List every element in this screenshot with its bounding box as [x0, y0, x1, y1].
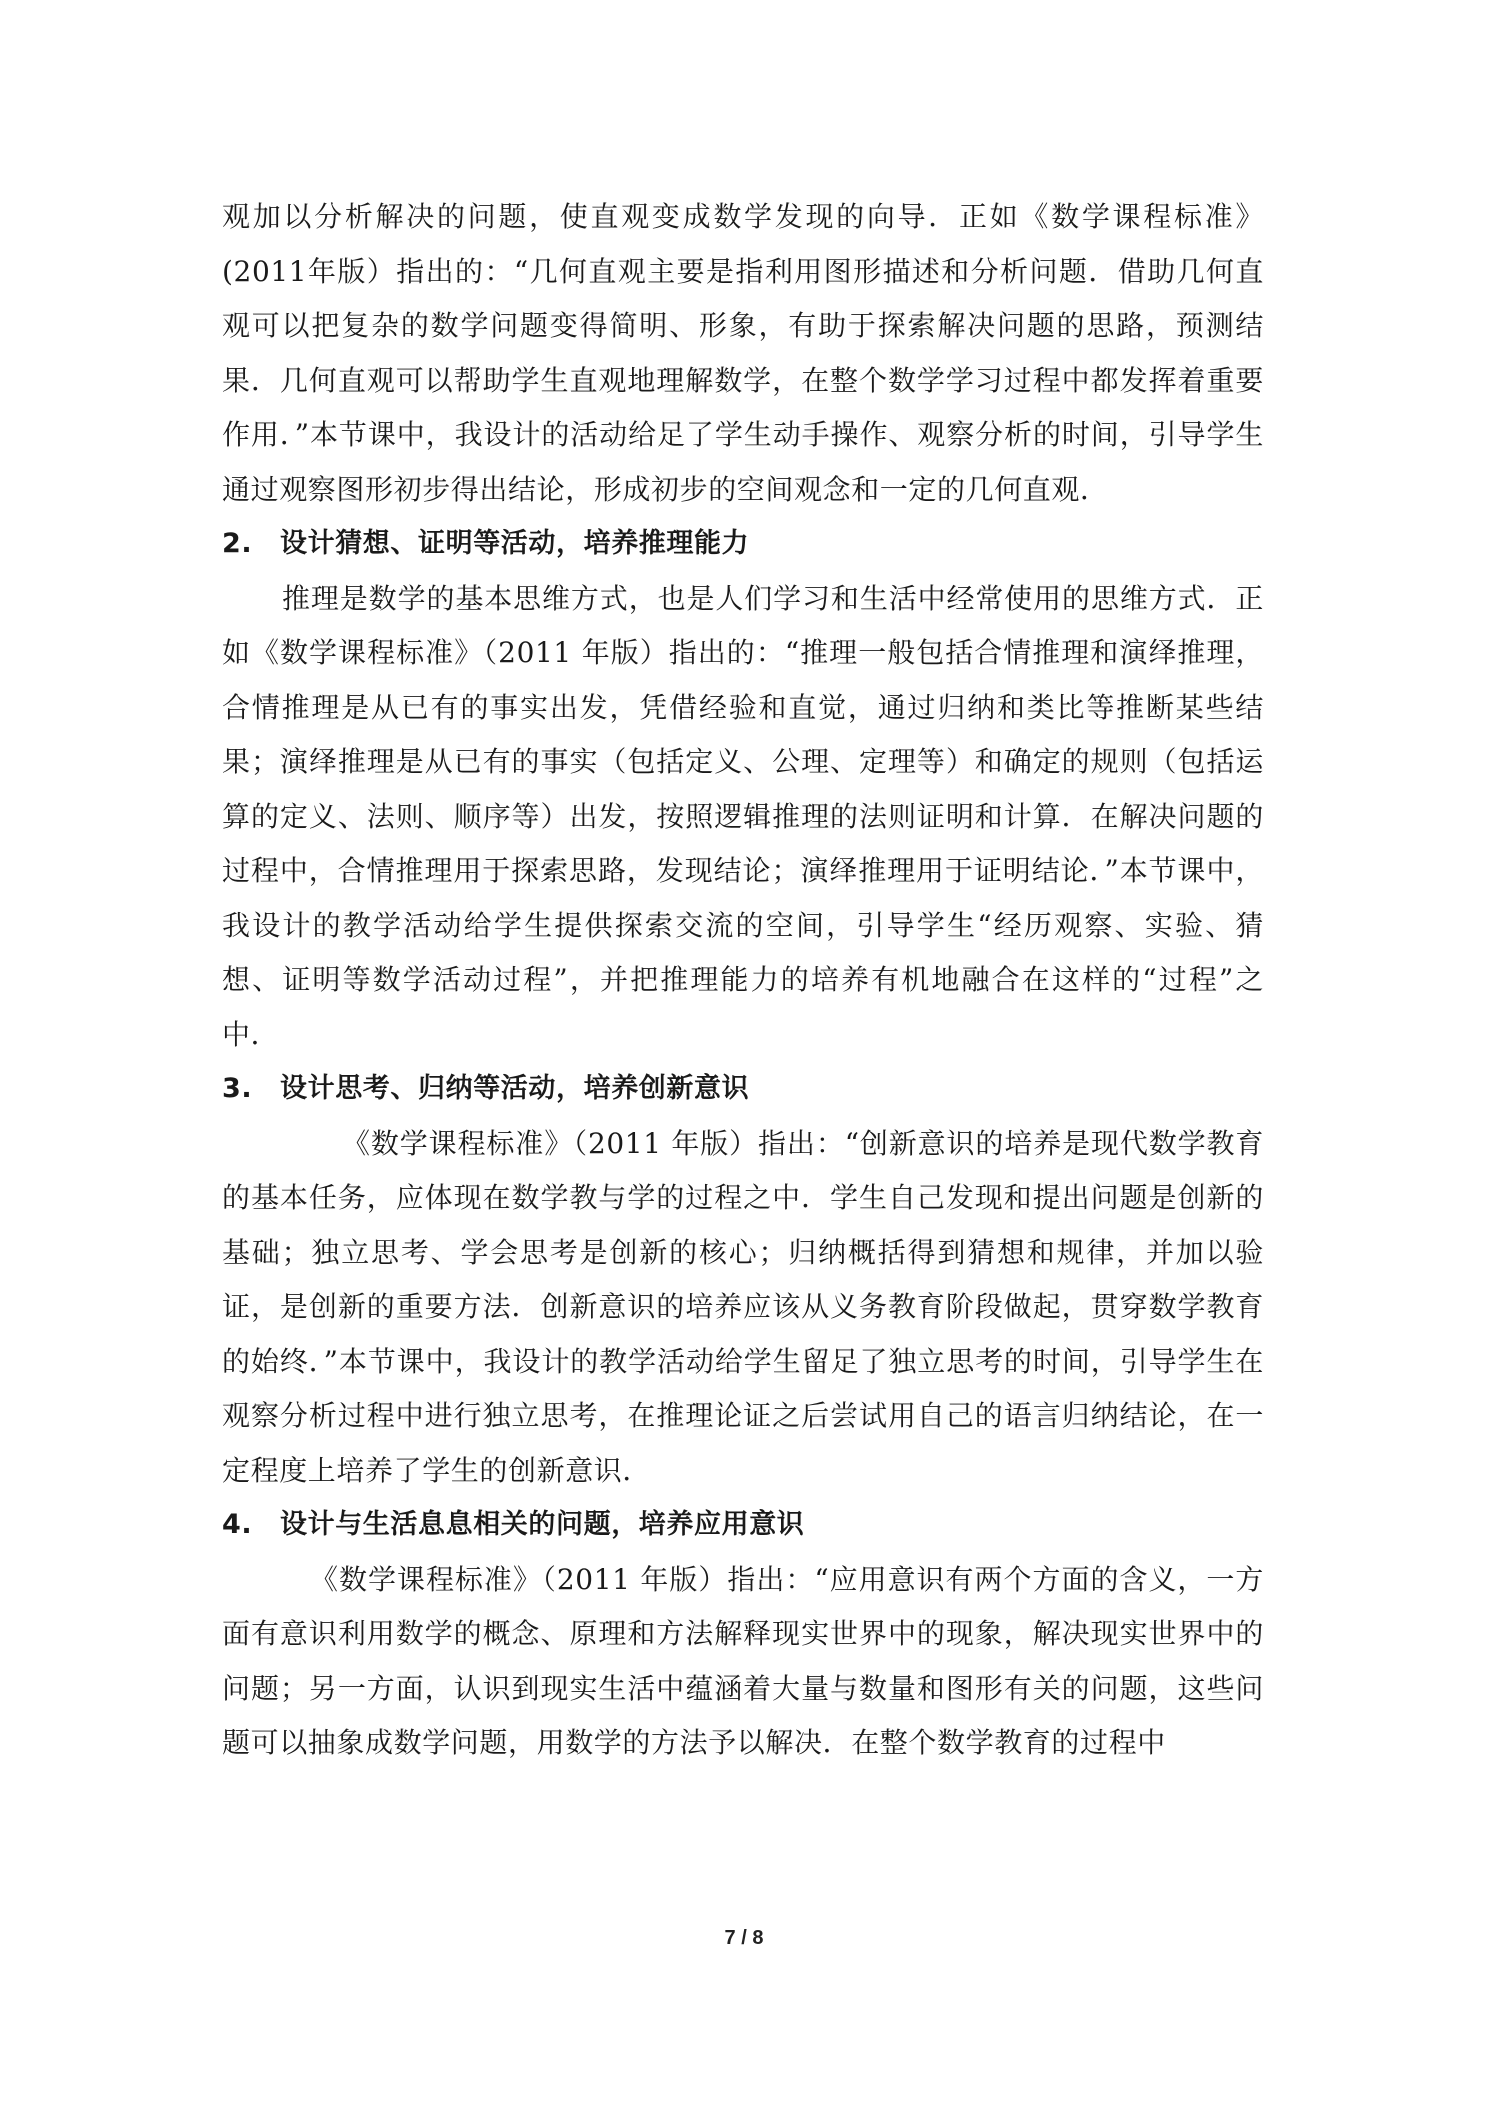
section-paragraph-3: 《数学课程标准》（2011 年版）指出：“创新意识的培养是现代数学教育的基本任务，应体现在数学教与学的过程之中．学生自己发现和提出问题是创新的基础；独立思考、学会思考是创新的核心；归纳概括得到猜想和规律，并加以验证，是创新的重要方法．创新意识的培养应该从义务教育阶段做起，贯穿数学教育的始终．”本节课中，我设计的教学活动给学生留足了独立思考的时间，引导学生在观察分析过程中进行独立思考，在推理论证之后尝试用自己的语言归纳结论，在一定程度上培养了学生的创新意识．: [222, 1126, 1264, 1487]
section-title: 设计与生活息息相关的问题，培养应用意识: [280, 1509, 805, 1540]
section-number: 3.: [222, 1073, 253, 1104]
page-number: 7 / 8: [724, 1927, 764, 1949]
section-heading-2: [222, 517, 1264, 572]
section-paragraph-4: 《数学课程标准》（2011 年版）指出：“应用意识有两个方面的含义，一方面有意识利用数学的概念、原理和方法解释现实世界中的现象，解决现实世界中的问题；另一方面，认识到现实生活中蕴涵着大量与数量和图形有关的问题，这些问题可以抽象成数学问题，用数学的方法予以解决．在整个数学教育的过程中: [222, 1562, 1264, 1759]
section-number: 2.: [222, 528, 253, 559]
section-heading-4: [222, 1498, 1264, 1553]
section-heading-3: [222, 1062, 1264, 1117]
section-paragraph-2: 推理是数学的基本思维方式，也是人们学习和生活中经常使用的思维方式．正如《数学课程标准》（2011 年版）指出的：“推理一般包括合情推理和演绎推理，合情推理是从已有的事实出发，凭借经验和直觉，通过归纳和类比等推断某些结果；演绎推理是从已有的事实（包括定义、公理、定理等）和确定的规则（包括运算的定义、法则、顺序等）出发，按照逻辑推理的法则证明和计算．在解决问题的过程中，合情推理用于探索思路，发现结论；演绎推理用于证明结论．”本节课中，我设计的教学活动给学生提供探索交流的空间，引导学生“经历观察、实验、猜想、证明等数学活动过程”，并把推理能力的培养有机地融合在这样的“过程”之中．: [222, 581, 1264, 1051]
document-body: [222, 190, 1264, 1771]
section-title: 设计猜想、证明等活动，培养推理能力: [280, 528, 750, 559]
section-number: 4.: [222, 1509, 253, 1540]
section-title: 设计思考、归纳等活动，培养创新意识: [280, 1073, 750, 1104]
intro-paragraph: 观加以分析解决的问题，使直观变成数学发现的向导．正如《数学课程标准》(2011年版）指出的：“几何直观主要是指利用图形描述和分析问题．借助几何直观可以把复杂的数学问题变得简明、形象，有助于探索解决问题的思路，预测结果．几何直观可以帮助学生直观地理解数学，在整个数学学习过程中都发挥着重要作用．”本节课中，我设计的活动给足了学生动手操作、观察分析的时间，引导学生通过观察图形初步得出结论，形成初步的空间观念和一定的几何直观．: [222, 200, 1264, 506]
